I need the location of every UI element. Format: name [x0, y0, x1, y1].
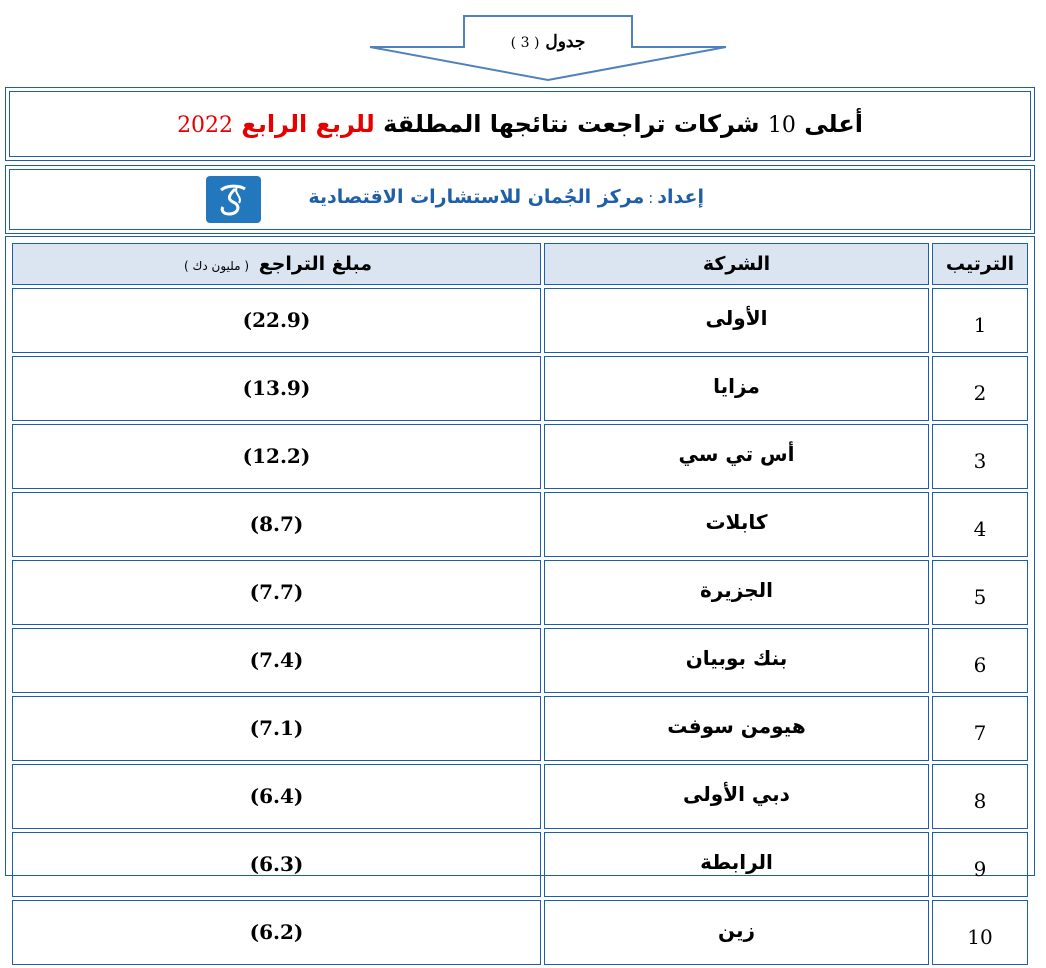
page-title	[177, 110, 863, 138]
table-row	[12, 764, 1028, 829]
table-row	[12, 628, 1028, 693]
rank-cell: 6	[932, 628, 1028, 693]
company-cell: دبي الأولى	[544, 764, 929, 829]
banner-number: ( 3 )	[510, 35, 540, 51]
header-amount	[12, 243, 541, 285]
amount-cell: (7.4)	[12, 628, 541, 693]
header-company: الشركة	[544, 243, 929, 285]
al-joman-logo-icon	[206, 176, 261, 223]
rank-cell: 7	[932, 696, 1028, 761]
rank-cell: 4	[932, 492, 1028, 557]
table-row	[12, 492, 1028, 557]
table-number-label	[468, 32, 628, 52]
credit-box	[5, 165, 1035, 234]
table-row	[12, 696, 1028, 761]
table-row	[12, 288, 1028, 353]
company-cell: هيومن سوفت	[544, 696, 929, 761]
credit-label: إعداد	[657, 186, 704, 208]
title-part2: شركات تراجعت نتائجها المطلقة	[383, 110, 760, 138]
title-box	[5, 87, 1035, 161]
amount-cell: (13.9)	[12, 356, 541, 421]
ranking-table	[9, 240, 1031, 968]
amount-cell: (6.2)	[12, 900, 541, 965]
company-cell: الجزيرة	[544, 560, 929, 625]
title-count: 10	[767, 113, 796, 138]
amount-cell: (12.2)	[12, 424, 541, 489]
rank-cell: 8	[932, 764, 1028, 829]
company-cell: بنك بوبيان	[544, 628, 929, 693]
rank-cell: 3	[932, 424, 1028, 489]
amount-cell: (6.4)	[12, 764, 541, 829]
rank-cell: 10	[932, 900, 1028, 965]
company-cell: كابلات	[544, 492, 929, 557]
rank-cell: 5	[932, 560, 1028, 625]
title-period: للربع الرابع	[241, 110, 375, 138]
amount-cell: (7.1)	[12, 696, 541, 761]
table-row	[12, 560, 1028, 625]
table-row	[12, 900, 1028, 965]
table-row	[12, 424, 1028, 489]
company-cell: زين	[544, 900, 929, 965]
rank-cell: 2	[932, 356, 1028, 421]
credit-colon: :	[648, 189, 654, 207]
credit-org: مركز الجُمان للاستشارات الاقتصادية	[308, 186, 645, 208]
amount-cell: (8.7)	[12, 492, 541, 557]
ranking-table-box	[5, 236, 1035, 949]
title-year: 2022	[177, 113, 234, 138]
header-amount-label: مبلغ التراجع	[258, 253, 372, 275]
table-number-banner	[368, 14, 728, 82]
amount-cell: (7.7)	[12, 560, 541, 625]
company-cell: أس تي سي	[544, 424, 929, 489]
amount-cell: (6.3)	[12, 832, 541, 897]
amount-cell: (22.9)	[12, 288, 541, 353]
banner-label: جدول	[545, 32, 586, 52]
company-cell: مزايا	[544, 356, 929, 421]
company-cell: الأولى	[544, 288, 929, 353]
credit-line	[308, 186, 704, 208]
table-row	[12, 832, 1028, 897]
rank-cell: 1	[932, 288, 1028, 353]
table-header-row	[12, 243, 1028, 285]
company-cell: الرابطة	[544, 832, 929, 897]
rank-cell: 9	[932, 832, 1028, 897]
title-part1: أعلى	[804, 110, 863, 138]
header-rank: الترتيب	[932, 243, 1028, 285]
header-amount-unit: ( مليون دك )	[184, 259, 250, 273]
table-row	[12, 356, 1028, 421]
